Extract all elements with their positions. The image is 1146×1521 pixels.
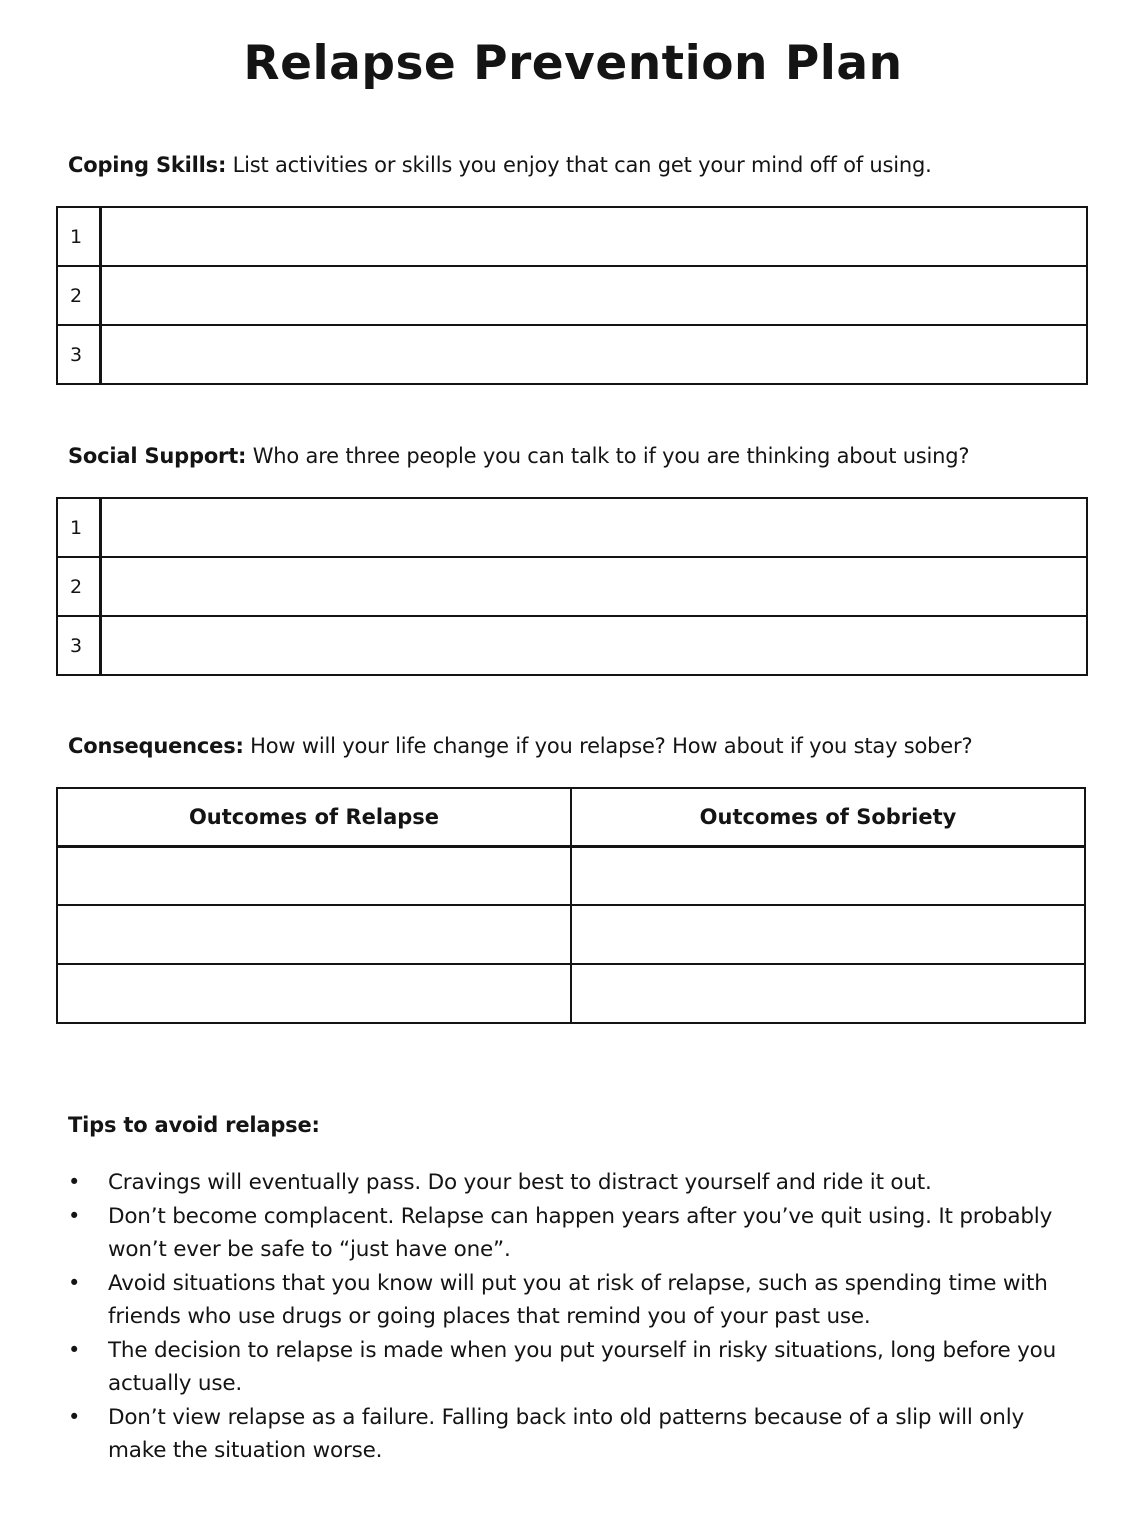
coping-skill-field-3[interactable] — [100, 325, 1087, 384]
consequences-prompt — [68, 734, 972, 758]
row-number: 3 — [57, 616, 100, 675]
page-title: Relapse Prevention Plan — [243, 36, 903, 91]
row-number: 2 — [57, 266, 100, 325]
coping-skill-field-1[interactable] — [100, 207, 1087, 266]
table-row — [57, 207, 1087, 266]
outcomes-of-relapse-header: Outcomes of Relapse — [57, 788, 571, 846]
tips-heading: Tips to avoid relapse: — [68, 1113, 320, 1137]
list-item — [68, 1200, 1078, 1267]
table-row — [57, 846, 1085, 905]
social-support-prompt — [68, 444, 969, 468]
support-person-field-1[interactable] — [100, 498, 1087, 557]
row-number: 2 — [57, 557, 100, 616]
list-item — [68, 1267, 1078, 1334]
table-row — [57, 498, 1087, 557]
table-row — [57, 905, 1085, 964]
coping-skills-prompt — [68, 153, 932, 177]
support-person-field-3[interactable] — [100, 616, 1087, 675]
tip-text: Don’t become complacent. Relapse can happen years after you’ve quit using. It probably won’t ever be safe to “just have one”. — [108, 1203, 1053, 1262]
sobriety-outcome-field-1[interactable] — [571, 846, 1085, 905]
tip-text: Cravings will eventually pass. Do your best to distract yourself and ride it out. — [108, 1170, 932, 1195]
list-item — [68, 1166, 1078, 1200]
bullet-icon: • — [68, 1404, 81, 1429]
coping-skills-table — [56, 206, 1088, 385]
row-number: 1 — [57, 207, 100, 266]
relapse-outcome-field-1[interactable] — [57, 846, 571, 905]
table-row — [57, 964, 1085, 1023]
sobriety-outcome-field-3[interactable] — [571, 964, 1085, 1023]
relapse-outcome-field-2[interactable] — [57, 905, 571, 964]
bullet-icon: • — [68, 1270, 81, 1295]
consequences-question: How will your life change if you relapse? How about if you stay sober? — [243, 734, 973, 758]
coping-skills-label: Coping Skills: — [68, 153, 227, 177]
support-person-field-2[interactable] — [100, 557, 1087, 616]
tips-list — [68, 1166, 1078, 1468]
table-row — [57, 557, 1087, 616]
row-number: 3 — [57, 325, 100, 384]
social-support-question: Who are three people you can talk to if you are thinking about using? — [246, 444, 970, 468]
sobriety-outcome-field-2[interactable] — [571, 905, 1085, 964]
table-header-row — [57, 788, 1085, 846]
list-item — [68, 1334, 1078, 1401]
social-support-label: Social Support: — [68, 444, 247, 468]
table-row — [57, 325, 1087, 384]
social-support-table — [56, 497, 1088, 676]
consequences-table — [56, 787, 1086, 1024]
coping-skill-field-2[interactable] — [100, 266, 1087, 325]
consequences-label: Consequences: — [68, 734, 244, 758]
tip-text: The decision to relapse is made when you put yourself in risky situations, long before you actually use. — [108, 1337, 1057, 1396]
tip-text: Don’t view relapse as a failure. Falling back into old patterns because of a slip will only make the situation worse. — [108, 1404, 1024, 1463]
row-number: 1 — [57, 498, 100, 557]
list-item — [68, 1401, 1078, 1468]
outcomes-of-sobriety-header: Outcomes of Sobriety — [571, 788, 1085, 846]
bullet-icon: • — [68, 1170, 81, 1194]
bullet-icon: • — [68, 1203, 81, 1228]
bullet-icon: • — [68, 1337, 81, 1362]
table-row — [57, 616, 1087, 675]
relapse-outcome-field-3[interactable] — [57, 964, 571, 1023]
tip-text: Avoid situations that you know will put you at risk of relapse, such as spending time with friends who use drugs or going places that remind you of your past use. — [108, 1270, 1048, 1329]
coping-skills-question: List activities or skills you enjoy that can get your mind off of using. — [226, 153, 932, 177]
table-row — [57, 266, 1087, 325]
